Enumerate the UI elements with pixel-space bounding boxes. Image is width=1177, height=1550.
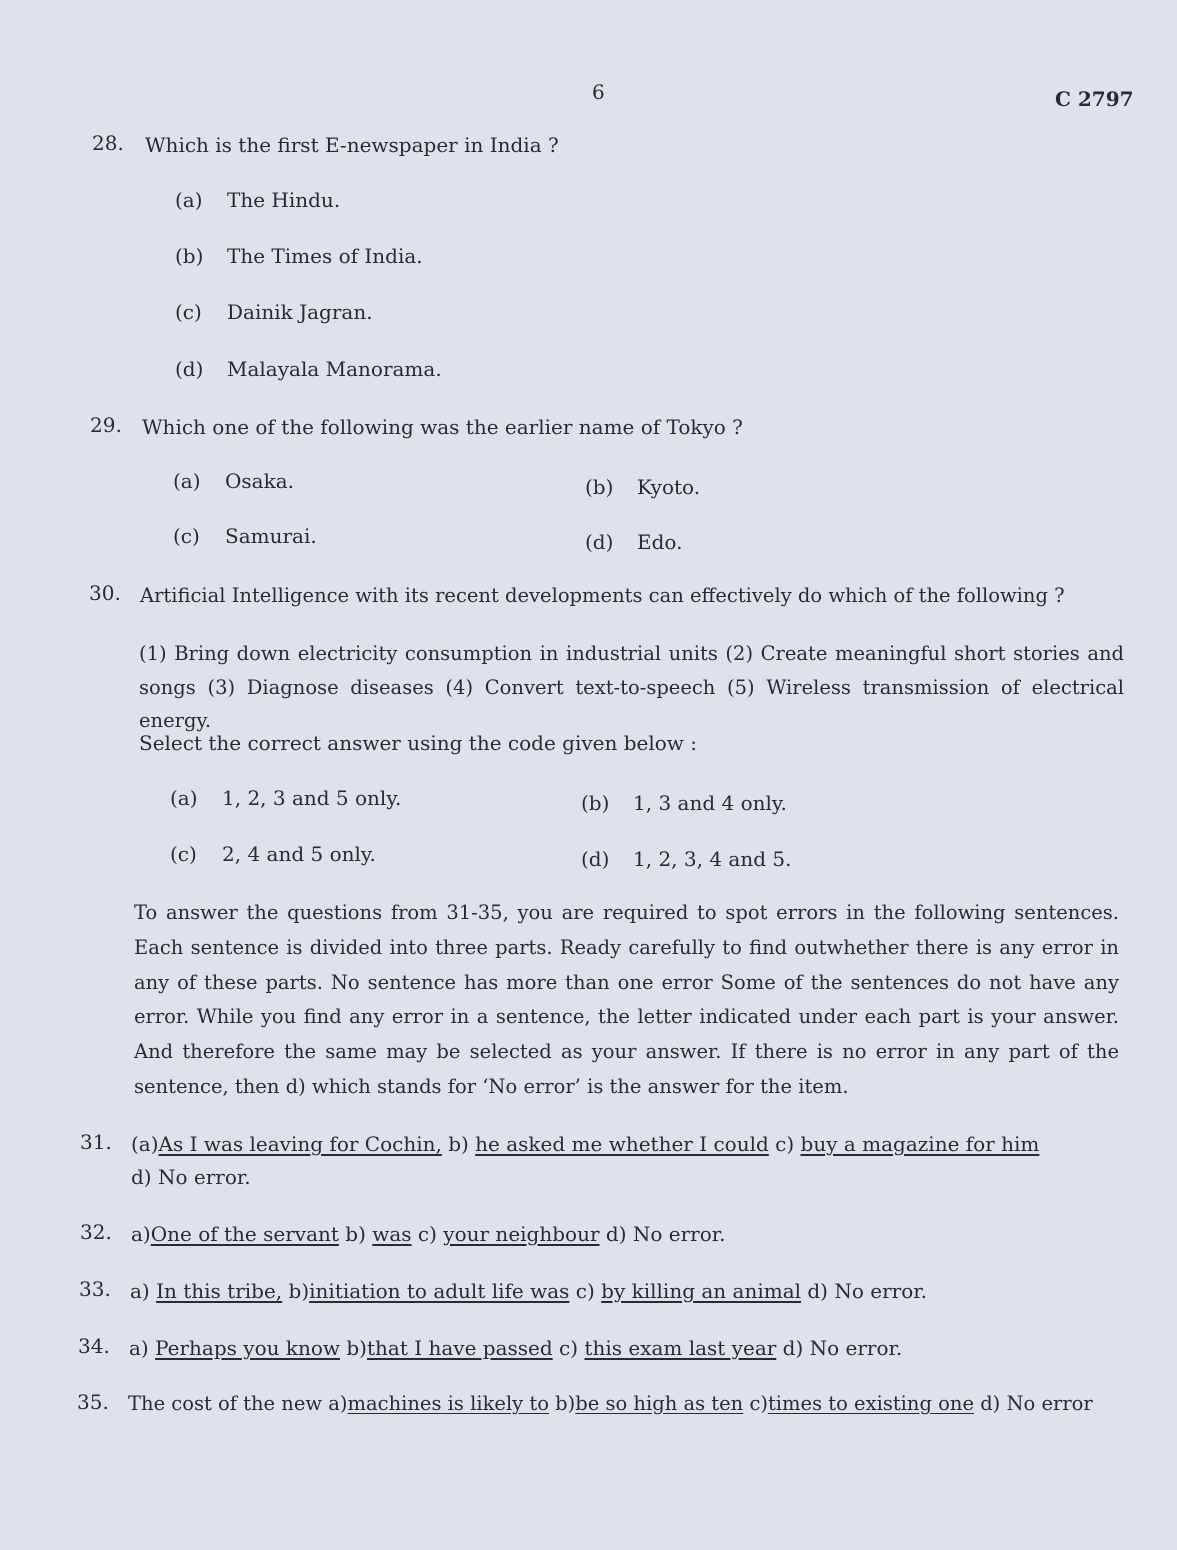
q29-option-b: (b) Kyoto.	[585, 475, 701, 499]
question-text-33: a) In this tribe, b)initiation to adult life was c) by killing an animal d) No error.	[130, 1279, 927, 1303]
question-text-29: Which one of the following was the earlier name of Tokyo ?	[142, 415, 743, 439]
q30-option-b: (b) 1, 3 and 4 only.	[581, 791, 787, 815]
q30-option-c: (c) 2, 4 and 5 only.	[170, 842, 376, 866]
question-text-35: The cost of the new a)machines is likely to b)be so high as ten c)times to existing one d) No error	[128, 1392, 1093, 1415]
q31-option-d: d) No error.	[131, 1165, 251, 1189]
question-number-30: 30.	[89, 581, 121, 605]
question-number-34: 34.	[78, 1334, 110, 1358]
q29-option-a: (a) Osaka.	[173, 469, 294, 493]
question-number-31: 31.	[80, 1130, 112, 1154]
q30-option-d: (d) 1, 2, 3, 4 and 5.	[581, 847, 792, 871]
page-number: 6	[592, 80, 605, 104]
question-number-28: 28.	[92, 131, 124, 155]
q29-option-c: (c) Samurai.	[173, 524, 317, 548]
q30-instruction: Select the correct answer using the code given below :	[139, 731, 698, 755]
question-text-30: Artificial Intelligence with its recent developments can effectively do which of the following ?	[140, 584, 1065, 607]
q28-option-d: (d) Malayala Manorama.	[175, 357, 442, 381]
q30-items: (1) Bring down electricity consumption in industrial units (2) Create meaningful short stories and songs (3) Diagnose diseases (4) Convert text-to-speech (5) Wireless transmission of electrical energy.	[139, 642, 1124, 732]
question-text-31: (a)As I was leaving for Cochin, b) he asked me whether I could c) buy a magazine for him	[131, 1132, 1040, 1156]
question-text-34: a) Perhaps you know b)that I have passed c) this exam last year d) No error.	[129, 1336, 903, 1360]
question-text-28: Which is the first E-newspaper in India ?	[145, 133, 559, 157]
directions-paragraph: To answer the questions from 31-35, you are required to spot errors in the following sentences. Each sentence is divided into three parts. Ready carefully to find outwhether there is any error in any of these parts. No sentence has more than one error Some of the sentences do not have any error. While you find any error in a sentence, the letter indicated under each part is your answer. And therefore the same may be selected as your answer. If there is no error in any part of the sentence, then d) which stands for ‘No error’ is the answer for the item.	[134, 901, 1119, 1098]
q28-option-c: (c) Dainik Jagran.	[175, 300, 373, 324]
q28-option-b: (b) The Times of India.	[175, 244, 423, 268]
paper-code: C 2797	[1055, 87, 1134, 111]
question-text-32: a)One of the servant b) was c) your neighbour d) No error.	[131, 1222, 726, 1246]
question-number-32: 32.	[80, 1220, 112, 1244]
q30-option-a: (a) 1, 2, 3 and 5 only.	[170, 786, 402, 810]
q29-option-d: (d) Edo.	[585, 530, 683, 554]
q28-option-a: (a) The Hindu.	[175, 188, 341, 212]
question-number-29: 29.	[90, 413, 122, 437]
question-number-35: 35.	[77, 1390, 109, 1414]
question-number-33: 33.	[79, 1277, 111, 1301]
